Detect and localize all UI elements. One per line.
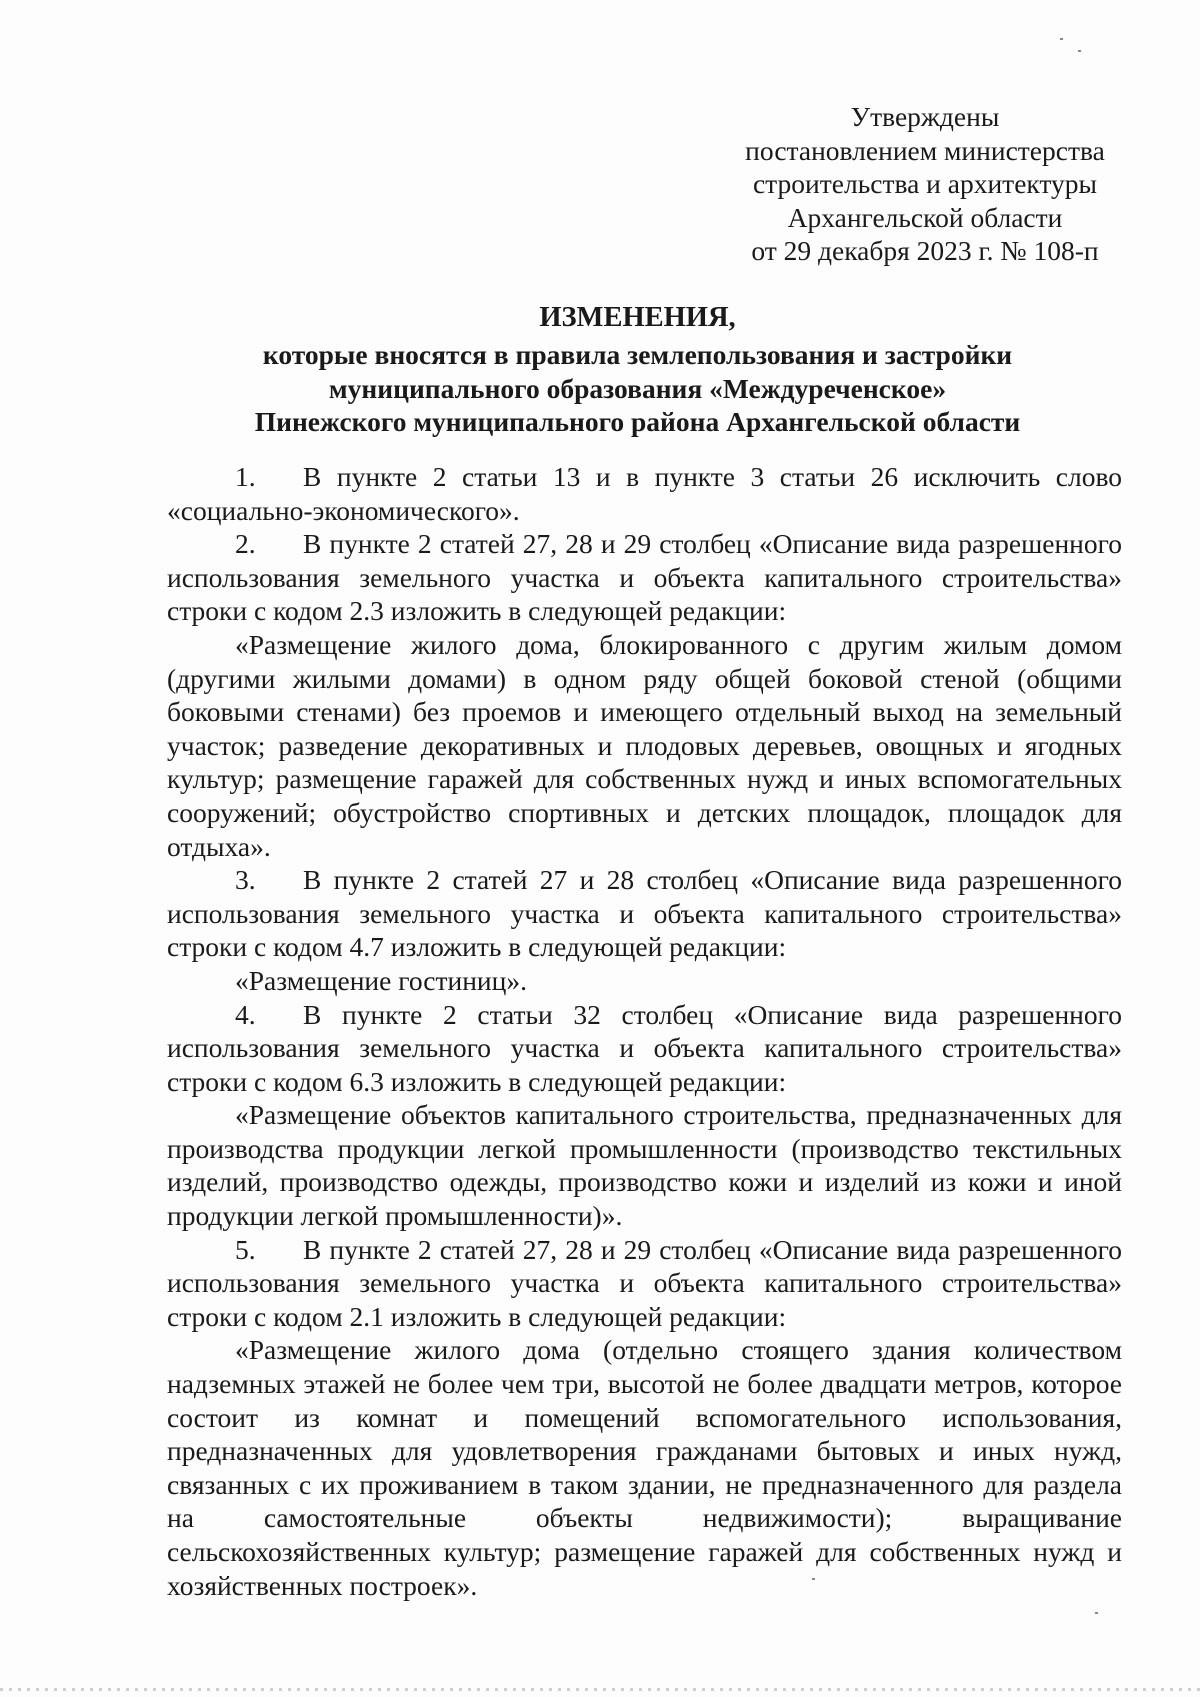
item-text: В пункте 2 статьи 32 столбец «Описание вида разрешенного использования земельного участка и объекта капитального строительства» строки с кодом 6.3 изложить в следующей редакции: [167,998,1122,1097]
approval-line: строительства и архитектуры [752,168,1098,199]
subtitle-line: муниципального образования «Междуреченское» [328,372,947,404]
item-number: 3. [235,864,256,896]
item-text: В пункте 2 статей 27, 28 и 29 столбец «Описание вида разрешенного использования земельного участка и объекта капитального строительства» строки с кодом 2.1 изложить в следующей редакции: [167,1233,1122,1332]
list-item [167,460,1122,527]
item-quote: «Размещение жилого дома (отдельно стоящего здания количеством надземных этажей не более чем три, высотой не более двадцати метров, которое состоит из комнат и помещений вспомогательного использования, предназначенных для удовлетворения гражданами бытовых и иных нужд, связанных с их проживанием в таком здании, не предназначенного для раздела на самостоятельные объекты недвижимости); выращивание сельскохозяйственных культур; размещение гаражей для собственных нужд и хозяйственных построек». [167,1334,1122,1601]
title-main: ИЗМЕНЕНИЯ, [539,302,736,333]
approval-stamp [735,100,1115,268]
scan-edge-dots [0,1688,1200,1691]
approval-line: Утверждены [850,101,1000,132]
scan-speck [812,1578,815,1580]
item-quote: «Размещение жилого дома, блокированного с другим жилым домом (другими жилыми домами) в одном ряду общей боковой стеной (общими боковыми стенами) без проемов и имеющего отдельный выход на земельный участок; разведение декоративных и плодовых деревьев, овощных и ягодных культур; размещение гаражей для собственных нужд и иных вспомогательных сооружений; обустройство спортивных и детских площадок, площадок для отдыха». [167,628,1122,862]
list-item [167,863,1122,964]
list-item [167,998,1122,1099]
item-number: 1. [235,461,256,492]
item-quote: «Размещение гостиниц». [235,964,527,996]
item-number: 4. [235,998,256,1030]
approval-line: от 29 декабря 2023 г. № 108-п [751,235,1099,266]
list-item [167,1233,1122,1334]
item-text: В пункте 2 статей 27, 28 и 29 столбец «Описание вида разрешенного использования земельного участка и объекта капитального строительства» строки с кодом 2.3 изложить в следующей редакции: [167,528,1122,627]
document-title [160,300,1115,439]
subtitle-line: Пинежского муниципального района Архангельской области [254,406,1021,437]
document-body [167,460,1122,1602]
scan-speck [1060,38,1063,40]
list-item [167,527,1122,628]
item-text: В пункте 2 статьи 13 и в пункте 3 статьи 26 исключить слово «социально-экономического». [167,461,1122,526]
title-subtitle [160,338,1115,439]
scan-speck [1095,1612,1098,1614]
item-number: 5. [235,1233,256,1265]
item-number: 2. [235,528,256,560]
scan-speck [1078,50,1081,52]
approval-line: Архангельской области [787,201,1063,233]
item-text: В пункте 2 статей 27 и 28 столбец «Описание вида разрешенного использования земельного участка и объекта капитального строительства» строки с кодом 4.7 изложить в следующей редакции: [167,864,1122,963]
subtitle-line: которые вносятся в правила землепользования и застройки [262,339,1013,370]
approval-line: постановлением министерства [745,134,1105,166]
item-quote: «Размещение объектов капитального строительства, предназначенных для производства продукции легкой промышленности (производство текстильных изделий, производство одежды, производство кожи и изделий из кожи и иной продукции легкой промышленности)». [167,1099,1122,1232]
